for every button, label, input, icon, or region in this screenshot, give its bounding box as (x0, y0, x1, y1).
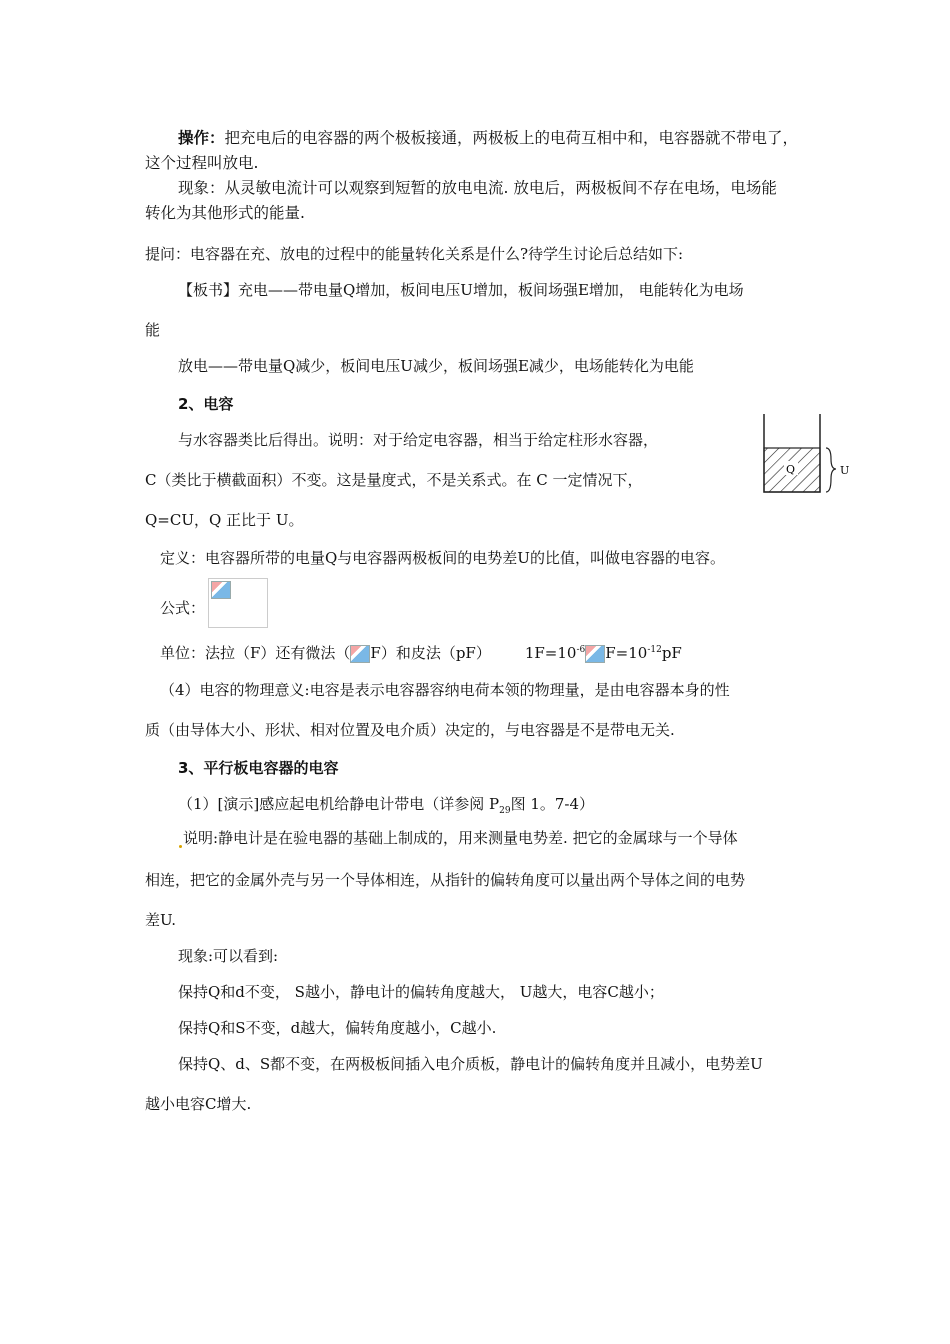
definition-line: 定义：电容器所带的电量Q与电容器两极板间的电势差U的比值，叫做电容器的电容。 (160, 549, 725, 567)
demo-line (178, 794, 594, 821)
broken-image-icon (350, 645, 370, 663)
explain-line-2: 相连，把它的金属外壳与另一个导体相连，从指针的偏转角度可以量出两个导体之间的电势 (145, 871, 746, 889)
unit-text-b: F）和皮法（pF） (370, 644, 491, 662)
water-container-figure (758, 412, 858, 496)
meaning-line-2: 质（由导体大小、形状、相对位置及电介质）决定的，与电容器是不是带电无关. (145, 721, 675, 739)
operation-text: 把充电后的电容器的两个极板接通，两极板上的电荷互相中和，电容器就不带电了， (224, 129, 799, 147)
operation-label: 操作： (178, 129, 225, 147)
broken-image-icon (211, 581, 231, 599)
observe-line-3: 保持Q、d、S都不变，在两极板间插入电介质板，静电计的偏转角度并且减小，电势差U (178, 1055, 763, 1073)
question-line: 提问：电容器在充、放电的过程中的能量转化关系是什么?待学生讨论后总结如下: (145, 245, 684, 263)
q-label: Q (786, 463, 796, 476)
observe-line-4: 越小电容C增大. (145, 1095, 252, 1113)
unit-text-a: 单位：法拉（F）还有微法（ (160, 644, 351, 662)
unit-text-e: pF (661, 644, 682, 662)
phenomenon-line-2: 转化为其他形式的能量. (145, 204, 305, 222)
explain-text-1: 说明:静电计是在验电器的基础上制成的，用来测量电势差. 把它的金属球与一个导体 (183, 829, 738, 847)
board-note-charge-cont: 能 (145, 321, 161, 339)
phenomenon-label: 现象： (178, 179, 225, 197)
formula-label: 公式： (160, 599, 206, 617)
board-note-charge: 【板书】充电——带电量Q增加，板间电压U增加，板间场强E增加， 电能转化为电场 (178, 281, 744, 299)
broken-image-icon (585, 645, 605, 663)
analogy-line-3: Q=CU，Q 正比于 U。 (145, 511, 304, 529)
operation-line-2: 这个过程叫放电. (145, 154, 259, 172)
section-heading-parallel-plate: 3、平行板电容器的电容 (178, 759, 339, 777)
meaning-line-1: （4）电容的物理意义:电容是表示电容器容纳电荷本领的物理量，是由电容器本身的性 (160, 681, 730, 699)
u-label: U (840, 464, 850, 477)
analogy-line-1: 与水容器类比后得出。说明：对于给定电容器，相当于给定柱形水容器， (178, 431, 659, 449)
unit-line (160, 640, 682, 663)
operation-line (178, 128, 798, 148)
board-note-discharge: 放电——带电量Q减少，板间电压U减少，板间场强E减少，电场能转化为电能 (178, 357, 694, 375)
analogy-line-2: C（类比于横截面积）不变。这是量度式，不是关系式。在 C 一定情况下， (145, 471, 643, 489)
unit-exponent-1: -6 (576, 645, 586, 655)
explain-line-1 (178, 828, 738, 848)
explain-line-3: 差U. (145, 911, 177, 929)
section-heading-capacitance: 2、电容 (178, 395, 234, 413)
observe-heading: 现象:可以看到: (178, 947, 279, 965)
phenomenon-line (178, 178, 777, 198)
demo-page-subscript: 29 (499, 806, 511, 816)
formula-image-placeholder (208, 578, 268, 628)
observe-line-2: 保持Q和S不变，d越大，偏转角度越小，C越小. (178, 1019, 497, 1037)
phenomenon-text: 从灵敏电流计可以观察到短暂的放电电流. 放电后，两极板间不存在电场，电场能 (224, 179, 777, 197)
u-brace (826, 448, 836, 492)
observe-line-1: 保持Q和d不变， S越小，静电计的偏转角度越大， U越大，电容C越小； (178, 983, 664, 1001)
unit-text-c: 1F=10 (524, 644, 577, 662)
demo-text-a: （1）[演示]感应起电机给静电计带电（详参阅 P (178, 795, 500, 813)
unit-exponent-2: -12 (647, 645, 662, 655)
demo-text-b: 图 1。7-4） (510, 795, 595, 813)
unit-text-d: F=10 (605, 644, 648, 662)
